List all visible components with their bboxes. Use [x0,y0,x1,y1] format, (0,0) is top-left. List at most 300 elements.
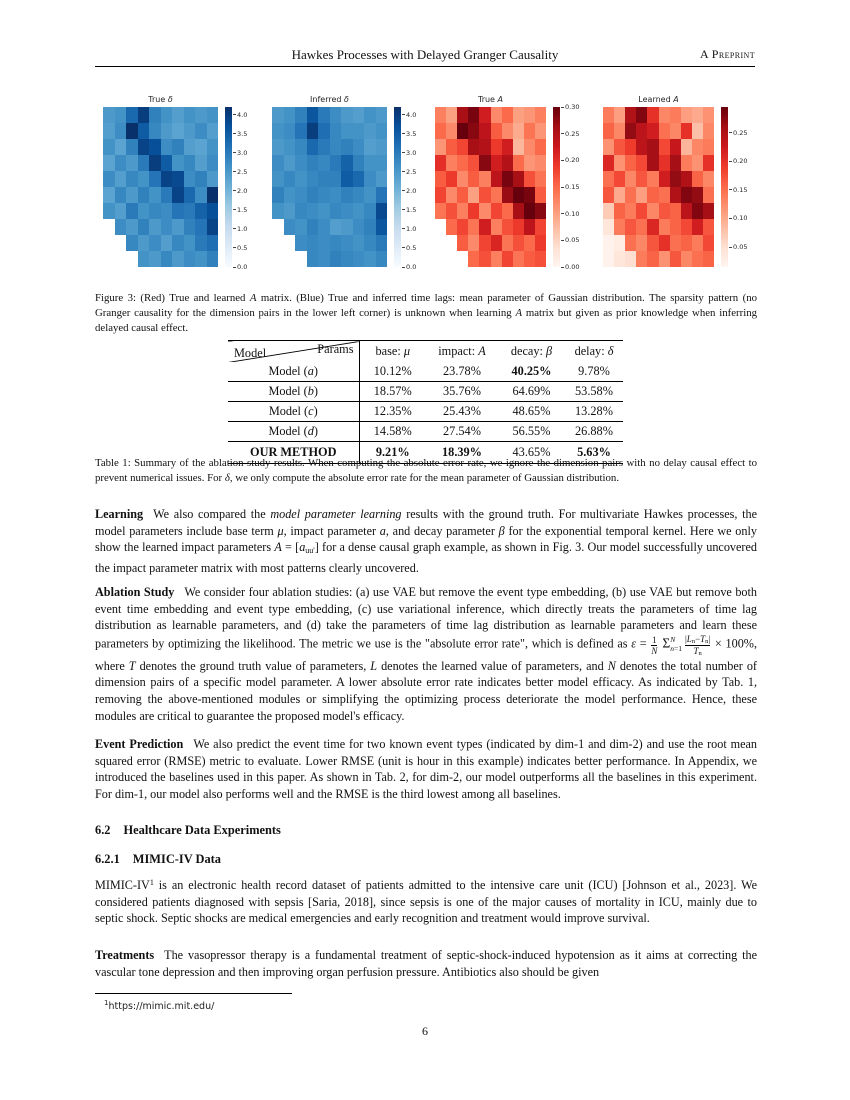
heatmap-cell [161,219,173,235]
text-segment: Σ [658,635,671,651]
heatmap-cell [502,123,513,139]
heatmap-cell [318,123,330,139]
text-segment: denotes the learned value of parameters, and [377,658,608,673]
heatmap-cell [491,187,502,203]
colorbar-tick-label: 0.15 [561,183,579,191]
figure-3 [0,95,850,277]
heatmap-cell [457,203,468,219]
heatmap-cell [524,171,535,187]
heatmap-cell [614,203,625,219]
heatmap-cell [625,155,636,171]
heatmap-cell [341,203,353,219]
heatmap-cell [692,171,703,187]
heatmap-cell [376,235,388,251]
heatmap-cell [636,139,647,155]
heatmap-cell [115,235,127,251]
heatmap-cell [172,123,184,139]
heatmap-cell [535,251,546,267]
text-segment: L [686,633,692,644]
heatmap-cell [670,107,681,123]
heatmap-cell [330,251,342,267]
heatmap-cell [625,139,636,155]
heatmap-cell [103,171,115,187]
heatmap-cell [115,251,127,267]
heatmap-cell [161,155,173,171]
text-segment: matrix. (Blue) True and inferred time lags: mean parameter of Gaussian distribution. The sparsity pattern (no Granger causality for the dimension pairs in the lower left corner) is unknown when learning [95,292,757,319]
heatmap-cell [126,123,138,139]
heatmap-cell [138,251,150,267]
heatmap-cell [692,139,703,155]
heatmap-cell [272,139,284,155]
heatmap-cell [318,155,330,171]
colorbar-tick-label: 1.0 [233,225,247,233]
text-segment: ) [313,424,319,438]
colorbar-tick-label: 2.0 [402,187,416,195]
heatmap-cell [272,107,284,123]
table-cell: 10.12% [359,362,426,382]
heatmap-cell [614,235,625,251]
colorbar-tick-label: 2.5 [402,168,416,176]
heatmap-cell [184,187,196,203]
ablation-table [228,340,623,464]
heatmap-cell [149,203,161,219]
heatmap-cell [341,155,353,171]
heatmap-cell [636,171,647,187]
text-segment: n [691,637,696,645]
heatmap-cell [172,203,184,219]
heatmap-cell [703,219,714,235]
heatmap-cell [103,155,115,171]
table-cell: 18.57% [359,382,426,402]
heatmap-cell [625,219,636,235]
heatmap-cell [149,235,161,251]
heatmap-cell [524,251,535,267]
heatmap-cell [468,251,479,267]
heatmap-cell [491,251,502,267]
paragraph-ablation [95,584,757,724]
paragraph-learning [95,506,757,576]
heatmap-cell [692,187,703,203]
heatmap-cell [468,107,479,123]
heatmap-cell [307,219,319,235]
heatmap-cell [272,187,284,203]
heatmap-cell [692,123,703,139]
heatmap-cell [513,251,524,267]
table-cell: 12.35% [359,402,426,422]
heatmap-cell [457,187,468,203]
heatmap-cell [172,235,184,251]
heatmap-cell [376,219,388,235]
heatmap-cell [457,251,468,267]
heatmap-cell [341,123,353,139]
heatmap-cell [364,235,376,251]
text-segment: We consider four ablation studies: (a) use VAE but remove the event type embedding, (b) use VAE but remove both event time embedding and event type embedding, (c) use variational inference, which directly treats the parameters of time lag distribution as learnable parameters, and (d) take the parameters of time lag distribution as learnable parameters and learn these parameters by optimizing the likelihood. The metric we use is the "absolute error rate", which is defined as [95,585,757,651]
heatmap-cell [149,139,161,155]
heatmap-grid [103,107,218,267]
heatmap-cell [138,203,150,219]
heatmap-cell [364,107,376,123]
table-cell: 40.25% [498,362,565,382]
heatmap-cell [307,123,319,139]
text-segment: Inferred [310,95,345,104]
heatmap-cell [138,171,150,187]
heatmap-cell [353,235,365,251]
heatmap-cell [353,107,365,123]
heatmap-cell [307,171,319,187]
heatmap-cell [513,107,524,123]
heatmap-cell [625,235,636,251]
text-segment: model parameter learning [270,507,402,521]
text-segment: Model ( [268,404,309,418]
heatmap-cell [468,139,479,155]
heatmap-cell [364,203,376,219]
heatmap-cell [703,187,714,203]
table-row-label [228,402,359,422]
corner-params-label: Params [317,342,354,356]
heatmap-cell [457,139,468,155]
heatmap-cell [435,251,446,267]
heatmap-cell [457,235,468,251]
heatmap-cell [364,155,376,171]
heatmap-cell [535,123,546,139]
heatmap-cell [207,107,219,123]
heatmap-cell [625,171,636,187]
heatmap-cell [284,187,296,203]
heatmap-cell [681,235,692,251]
header-divider [95,66,755,67]
corner-model-label: Model [234,346,267,360]
colorbar-tick-label: 0.20 [561,156,579,164]
heatmap-cell [524,203,535,219]
text-segment: Model ( [268,364,308,378]
heatmap-title [603,95,714,104]
heatmap-cell [295,107,307,123]
heatmap-cell [115,139,127,155]
heatmap-cell [149,219,161,235]
footnote [104,999,214,1012]
heatmap-cell [149,107,161,123]
heatmap-cell [491,171,502,187]
heatmap-cell [272,251,284,267]
heatmap-cell [479,171,490,187]
heatmap-cell [272,123,284,139]
heatmap-cell [353,171,365,187]
table-cell: 27.54% [426,422,498,442]
heatmap-cell [479,107,490,123]
text-segment: base: [375,344,404,358]
heatmap-cell [636,203,647,219]
heatmap-cell [468,171,479,187]
heatmap-cell [207,235,219,251]
text-segment: A [673,95,679,104]
heatmap-cell [659,171,670,187]
heatmap-cell [284,123,296,139]
heatmap-cell [138,155,150,171]
text-segment: n [670,644,674,654]
heatmap-cell [149,155,161,171]
heatmap-cell [603,251,614,267]
preprint-label: A Preprint [699,47,755,61]
heatmap-cell [126,187,138,203]
heatmap-cell [681,219,692,235]
heatmap-cell [161,203,173,219]
table-cell: 18.39% [442,445,482,459]
heatmap-cell [659,123,670,139]
heatmap-cell [647,219,658,235]
heatmap-cell [614,251,625,267]
heatmap-cell [307,187,319,203]
colorbar-tick-label: 4.0 [233,111,247,119]
heatmap-cell [341,107,353,123]
column-header-delay [565,341,623,363]
heatmap-cell [647,251,658,267]
heatmap-cell [284,203,296,219]
heatmap-cell [703,107,714,123]
colorbar-tick-label: 0.5 [233,244,247,252]
heatmap-cell [603,203,614,219]
heatmap-cell [647,203,658,219]
heatmap-cell [513,139,524,155]
heatmap-cell [468,187,479,203]
heatmap-cell [161,187,173,203]
heatmap-cell [614,155,625,171]
text-segment: a [299,540,306,555]
text-segment: A [515,306,523,319]
heatmap-cell [103,203,115,219]
text-segment: impact: [438,344,479,358]
text-segment: c [308,404,314,418]
text-segment: N [670,635,676,645]
heatmap-cell [103,123,115,139]
heatmap-cell [195,251,207,267]
text-segment: n [705,637,709,645]
heatmap-cell [103,235,115,251]
heatmap-cell [184,219,196,235]
subsection-heading-6-2-1 [95,852,221,867]
heatmap-cell [491,139,502,155]
text-segment: β [546,344,553,358]
heatmap-cell [692,107,703,123]
heatmap-cell [659,203,670,219]
heatmap-cell [330,155,342,171]
heatmap-cell [161,107,173,123]
heatmap-cell [376,171,388,187]
heatmap-cell [614,123,625,139]
heatmap-cell [126,139,138,155]
text-segment: decay: [510,344,547,358]
text-segment: denotes the total number of dimension pairs of a specific model parameter. A lower absolute error rate indicates better model efficacy. As indicated by Tab. 1, removing the above-mentioned modules or simplifying the optimizing process deteriorate the model performance. Hence, these modules are critical to guarantee the proposed model's efficacy. [95,658,757,723]
heatmap-cell [435,219,446,235]
heatmap-cell [659,235,670,251]
heatmap-cell [149,187,161,203]
heatmap-cell [502,251,513,267]
heatmap-cell [184,139,196,155]
text-segment: 6.2 [95,823,111,837]
text-segment: Model ( [268,384,308,398]
heatmap-cell [115,107,127,123]
text-segment: δ [607,344,614,358]
heatmap-cell [535,139,546,155]
text-segment: ) [313,364,319,378]
heatmap-cell [295,219,307,235]
text-segment: Ablation Study [95,585,175,599]
heatmap-cell [535,155,546,171]
heatmap-cell [207,123,219,139]
table-cell: 25.43% [426,402,498,422]
text-segment: The vasopressor therapy is a fundamental treatment of septic-shock-induced hypotension as it aims at correcting the vascular tone depression and then improving organ perfusion pressure. Antibiotics also should be given [95,948,757,979]
heatmap-cell [603,171,614,187]
text-segment: for the exponential temporal kernel. Here we only show the learned impact parameters [95,523,757,555]
text-segment: Table 1: Summary of the ablation study results. When computing the absolute error rate, we ignore the dimension pairs with no delay causal effect to prevent numerical issues. For [95,457,757,484]
heatmap-cell [195,171,207,187]
heatmap-cell [284,235,296,251]
heatmap-title [435,95,546,104]
heatmap-cell [364,187,376,203]
heatmap-cell [670,251,681,267]
heatmap-cell [364,171,376,187]
heatmap-cell [468,235,479,251]
text-segment: Healthcare Data Experiments [123,823,281,837]
heatmap-cell [353,219,365,235]
heatmap-cell [446,203,457,219]
inline-fraction [684,634,711,658]
text-segment: ε [631,636,637,651]
heatmap-cell [307,251,319,267]
heatmap-cell [364,251,376,267]
heatmap-cell [603,187,614,203]
heatmap-cell [284,219,296,235]
paragraph-event-prediction [95,736,757,802]
heatmap-cell [115,203,127,219]
heatmap-cell [603,219,614,235]
heatmap-cell [353,155,365,171]
heatmap-cell [295,187,307,203]
heatmap-cell [479,203,490,219]
table-row-label [228,382,359,402]
heatmap-cell [318,107,330,123]
text-segment: L [370,658,378,673]
heatmap-cell [681,155,692,171]
heatmap-cell [207,219,219,235]
heatmap-cell [435,235,446,251]
text-segment: δ [224,471,230,484]
heatmap-cell [126,107,138,123]
heatmap-cell [479,219,490,235]
heatmap-cell [479,155,490,171]
colorbar-tick-label: 0.0 [233,263,247,271]
heatmap-cell [295,139,307,155]
heatmap-cell [184,155,196,171]
colorbar-tick-label: 2.5 [233,168,247,176]
heatmap-cell [479,251,490,267]
heatmap-cell [524,139,535,155]
heatmap-cell [670,171,681,187]
table-corner-cell [228,341,359,363]
heatmap-cell [184,107,196,123]
text-segment: Figure 3: (Red) True and learned [95,292,250,304]
heatmap-cell [681,107,692,123]
heatmap-cell [446,155,457,171]
heatmap-cell [103,219,115,235]
heatmap-cell [435,203,446,219]
heatmap-cell [115,155,127,171]
column-header-base [359,341,426,363]
heatmap-cell [126,251,138,267]
colorbar [721,107,728,267]
heatmap-cell [535,235,546,251]
heatmap-cell [647,155,658,171]
colorbar-tick-label: 0.5 [402,244,416,252]
heatmap-cell [636,187,647,203]
heatmap-cell [692,235,703,251]
heatmap-cell [670,203,681,219]
heatmap-cell [161,251,173,267]
colorbar-tick-label: 1.5 [402,206,416,214]
heatmap-cell [603,139,614,155]
heatmap-cell [184,235,196,251]
text-segment: d [307,424,314,438]
heatmap-cell [207,251,219,267]
heatmap-cell [284,139,296,155]
text-segment: We also predict the event time for two known event types (indicated by dim-1 and dim-2) and use the root mean squared error (RMSE) metric to evaluate. Lower RMSE (unit is hour in this example) indicates better performance. In Appendix, we introduced the baselines used in this paper. As shown in Tab. 2, for dim-2, our model outperforms all the baselines in this experiment. For dim-1, our model also performs well and the RMSE is the third lowest among all baselines. [95,737,758,801]
heatmap-cell [647,171,658,187]
heatmap-cell [535,107,546,123]
footnote-divider [95,993,292,994]
heatmap-cell [524,187,535,203]
text-segment: uu' [305,546,315,556]
text-segment: Treatments [95,948,155,962]
text-segment: a [307,364,314,378]
heatmap-cell [284,155,296,171]
heatmap-cell [491,203,502,219]
heatmap-cell [284,107,296,123]
heatmap-cell [502,139,513,155]
heatmap-cell [659,107,670,123]
heatmap-cell [703,123,714,139]
heatmap-cell [513,155,524,171]
colorbar-tick-label: 0.00 [561,263,579,271]
heatmap-cell [376,155,388,171]
heatmap-cell [457,171,468,187]
heatmap-cell [272,171,284,187]
heatmap-cell [636,219,647,235]
heatmap-cell [126,219,138,235]
heatmap-cell [681,171,692,187]
colorbar [553,107,560,267]
page-number: 6 [422,1024,428,1038]
text-segment: , and decay parameter [385,523,499,538]
text-segment: = [636,636,651,651]
heatmap-cell [513,219,524,235]
text-segment: T [693,646,699,657]
text-segment: T [700,633,706,644]
colorbar-tick-label: 0.10 [561,210,579,218]
heatmap-cell [341,251,353,267]
heatmap-cell [284,251,296,267]
footnote-url-link[interactable]: https://mimic.mit.edu/ [108,1001,215,1012]
heatmap-cell [457,123,468,139]
heatmap-cell [195,107,207,123]
text-segment: b [307,384,314,398]
heatmap-cell [614,171,625,187]
heatmap-cell [647,139,658,155]
heatmap-cell [353,123,365,139]
heatmap-cell [103,139,115,155]
heatmap-cell [435,139,446,155]
heatmap-cell [435,123,446,139]
colorbar-ticks [233,107,271,271]
heatmap-cell [502,171,513,187]
